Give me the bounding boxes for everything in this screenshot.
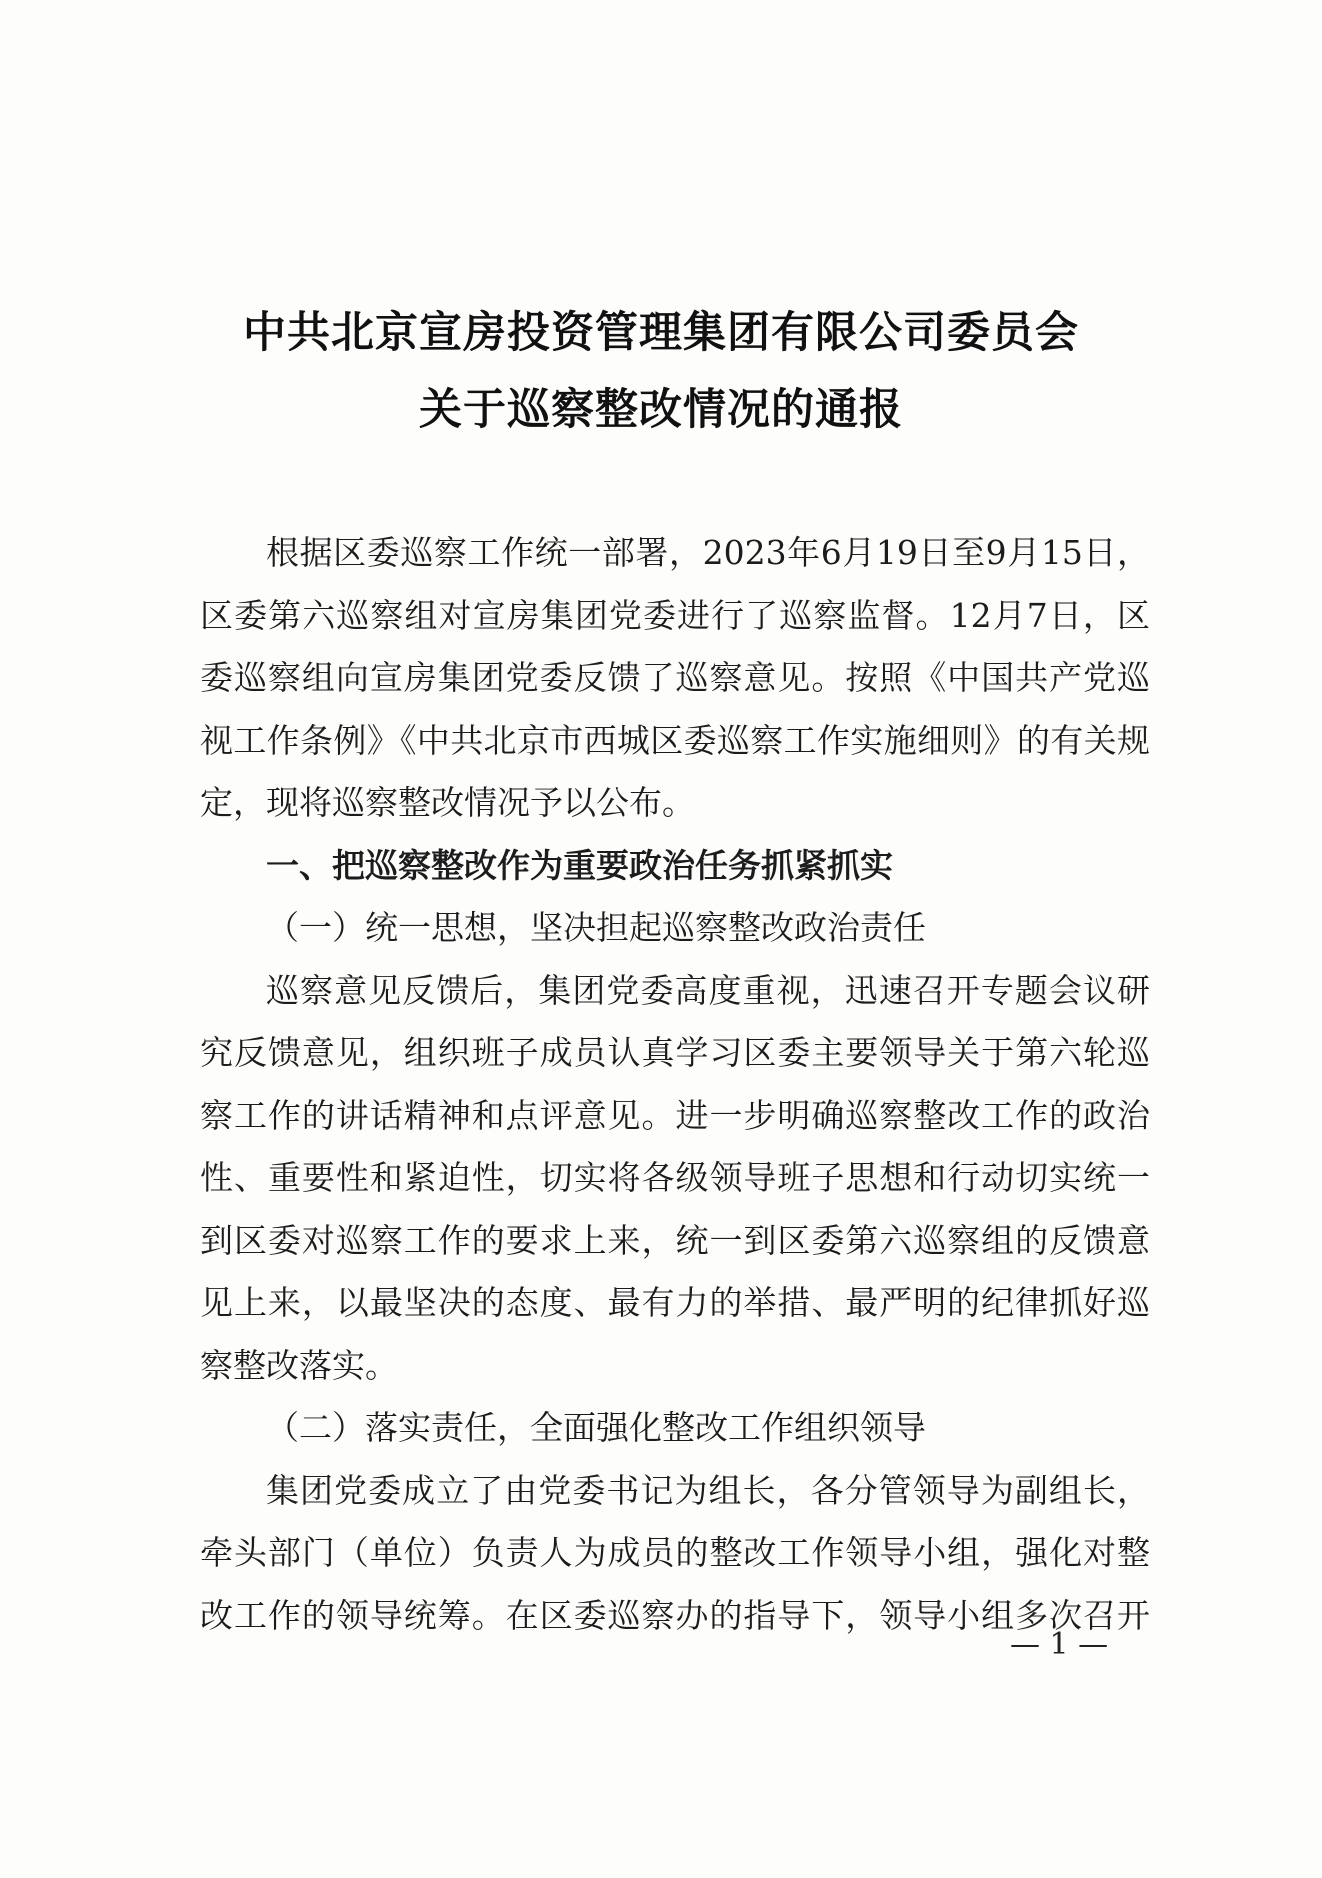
subsection-heading-2: （二）落实责任，全面强化整改工作组织领导 <box>266 1408 926 1447</box>
body-line: 集团党委成立了由党委书记为组长，各分管领导为副组长， <box>266 1470 1150 1510</box>
body-line: 区委第六巡察组对宣房集团党委进行了巡察监督。12月7日，区 <box>200 595 1150 635</box>
body-line: 巡察意见反馈后，集团党委高度重视，迅速召开专题会议研 <box>266 970 1150 1010</box>
subsection-heading-1: （一）统一思想，坚决担起巡察整改政治责任 <box>266 908 926 947</box>
body-line: 牵头部门（单位）负责人为成员的整改工作领导小组，强化对整 <box>200 1533 1150 1572</box>
page-number: — 1 — <box>1010 1627 1109 1662</box>
body-line: 察整改落实。 <box>200 1345 398 1385</box>
body-line: 性、重要性和紧迫性，切实将各级领导班子思想和行动切实统一 <box>200 1158 1150 1197</box>
body-line: 委巡察组向宣房集团党委反馈了巡察意见。按照《中国共产党巡 <box>200 658 1150 697</box>
body-line: 定，现将巡察整改情况予以公布。 <box>200 783 695 822</box>
body-line: 到区委对巡察工作的要求上来，统一到区委第六巡察组的反馈意 <box>200 1220 1150 1260</box>
body-line: 视工作条例》《中共北京市西城区委巡察工作实施细则》的有关规 <box>200 720 1150 760</box>
document-title-line-2: 关于巡察整改情况的通报 <box>419 385 903 435</box>
body-line: 根据区委巡察工作统一部署，2023年6月19日至9月15日， <box>266 533 1150 572</box>
document-title-line-1: 中共北京宣房投资管理集团有限公司委员会 <box>243 308 1079 358</box>
document-body <box>200 522 1150 1647</box>
body-line: 改工作的领导统筹。在区委巡察办的指导下，领导小组多次召开 <box>200 1595 1150 1635</box>
body-line: 见上来，以最坚决的态度、最有力的举措、最严明的纪律抓好巡 <box>200 1283 1150 1322</box>
body-line: 察工作的讲话精神和点评意见。进一步明确巡察整改工作的政治 <box>200 1095 1150 1135</box>
body-line: 究反馈意见，组织班子成员认真学习区委主要领导关于第六轮巡 <box>200 1033 1150 1072</box>
section-heading-1: 一、把巡察整改作为重要政治任务抓紧抓实 <box>266 845 893 885</box>
